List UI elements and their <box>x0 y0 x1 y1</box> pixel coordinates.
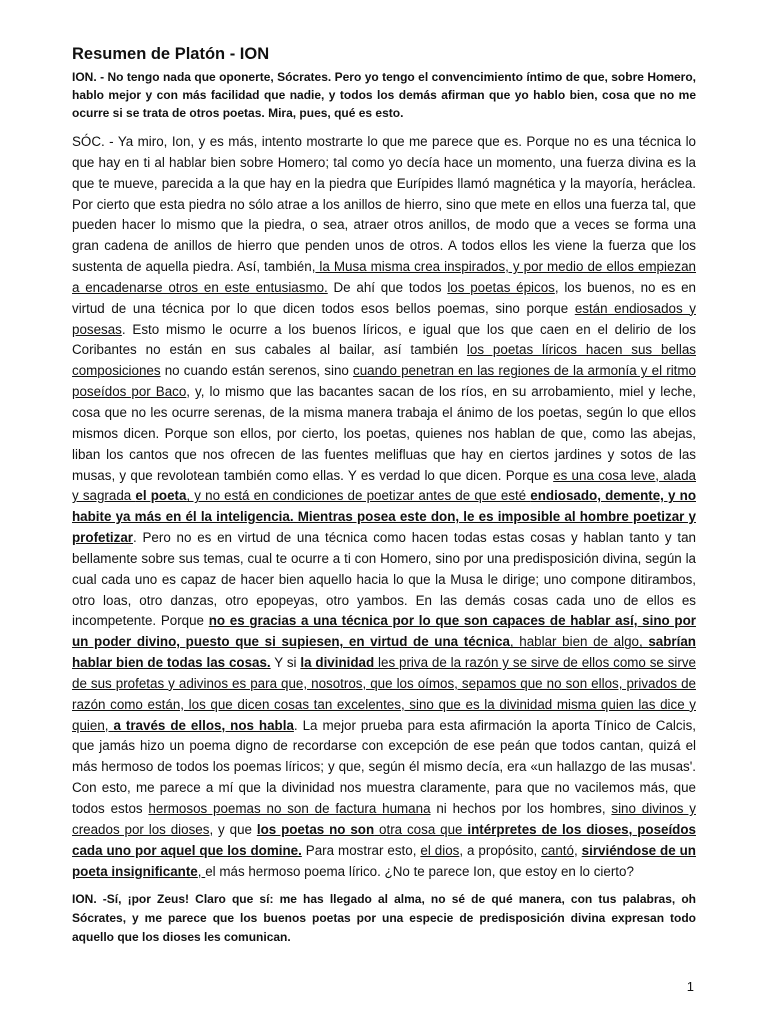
page-number: 1 <box>686 979 694 994</box>
text-run: Para mostrar esto, <box>301 842 421 858</box>
underlined-text-run: la Musa misma crea inspirados, y por medio de ellos empiezan a encadenarse otros en este entusiasmo. <box>72 259 697 295</box>
text-run: . La mejor prueba para esta afirmación la aporta Tínico de Calcis, que jamás hizo un poema digno de recordarse con excepción de ese peán que todos cantan, quizá el más hermoso de todos los poemas líricos; y que, según él mismo decía, era «un hallazgo de las musas'. Con esto, me parece a mí que la divinidad nos muestra claramente, para que no vacilemos más, que todos estos <box>72 717 696 816</box>
text-run: , a propósito, <box>459 842 542 858</box>
underlined-text-run: la divinidad <box>300 655 375 671</box>
text-run: . Pero no es en virtud de una técnica como hacen todas estas cosas y hablan tanto y tan bellamente sobre sus temas, cual te ocurre a ti con Homero, sino por una predisposición divina, según la cual cada uno es capaz de hacer bien aquello hacia lo que la Musa le dirige; uno compone ditirambos, otro loas, otro danzas, otro epopeyas, otro yambos. En las demás cosas cada uno de ellos es incompetente. Porque <box>72 530 696 629</box>
underlined-text-run: sino divinos y creados por los dioses <box>72 801 696 837</box>
underlined-text-run: los poetas líricos hacen sus bellas composiciones <box>72 342 697 379</box>
socrates-paragraph <box>72 132 696 882</box>
text-run: ni hechos por los hombres, <box>430 801 612 816</box>
underlined-text-run: los poetas no son <box>256 821 375 837</box>
text-run: , y, lo mismo que las bacantes sacan de los ríos, en su arrobamiento, miel y leche, cosa que no les ocurre serenas, de la misma manera trabaja el ánimo de los poetas, según lo que ellos mismos dicen. Porque son ellos, por cierto, los poetas, quienes nos hablan de que, como las abejas, liban los cantos que nos ofrecen de las fuentes melifluas que hay en ciertos jardines y sotos de las musas, y que revolotean también como ellas. Y es verdad lo que dicen. Porque <box>72 384 696 483</box>
underlined-text-run: endiosado, demente, y no habite ya más en él la inteligencia. Mientras posea este don, le es imposible al hombre poetizar y profetizar <box>72 488 696 546</box>
text-run: SÓC. - Ya miro, Ion, y es más, intento mostrarte lo que me parece que es. Porque no es una técnica lo que hay en ti al hablar bien sobre Homero; tal como yo decía hace un momento, una fuerza divina es la que te mueve, parecida a la que hay en la piedra que Eurípides llamó magnética y la mayoría, heráclea. Por cierto que esta piedra no sólo atrae a los anillos de hierro, sino que mete en ellos una fuerza tal, que pueden hacer lo mismo que la piedra, o sea, atraer otros anillos, de modo que a veces se forma una gran cadena de anillos de hierro que penden unos de otros. A todos ellos les viene la fuerza que los sustenta de aquella piedra. Así, también, <box>72 134 696 275</box>
underlined-text-run: es una cosa leve, alada y sagrada <box>72 467 696 504</box>
underlined-text-run: los poetas épicos <box>447 279 555 295</box>
text-run: , y que <box>209 821 257 837</box>
underlined-text-run: intérpretes de los dioses, poseídos cada uno por aquel que los domine. <box>72 821 696 858</box>
underlined-text-run: sirviéndose de un poeta insignificante <box>72 842 696 879</box>
text-run: no cuando están serenos, sino <box>160 363 353 379</box>
ion-reply-paragraph: ION. -Sí, ¡por Zeus! Claro que sí: me has llegado al alma, no sé de qué manera, con tus palabras, oh Sócrates, y me parece que los buenos poetas por una especie de predisposición divina expresan todo aquello que los dioses les comunican. <box>72 892 696 945</box>
text-run: Y si <box>270 655 301 671</box>
underlined-text-run: les priva de la razón y se sirve de ellos como se sirve de sus profetas y adivinos es para que, nosotros, que los oímos, sepamos que no son ellos, privados de razón como están, los que dicen cosas tan excelentes, sino que es la divinidad misma quien las dice y quien, <box>72 655 696 733</box>
underlined-text-run: cantó <box>541 842 574 858</box>
text-run: De ahí que todos <box>327 279 448 295</box>
underlined-text-run: a través de ellos, nos habla <box>113 717 294 733</box>
text-run: , <box>573 842 582 858</box>
text-run: , los buenos, no es en virtud de una técnica por lo que dicen todos esos bellos poemas, sino porque <box>72 279 696 316</box>
underlined-text-run: el poeta <box>135 488 187 504</box>
underlined-text-run: no es gracias a una técnica por lo que son capaces de hablar así, sino por un poder divino, puesto que si supiesen, en virtud de una técnica <box>72 613 696 650</box>
underlined-text-run: , <box>197 863 206 879</box>
text-run: el más hermoso poema lírico. ¿No te parece Ion, que estoy en lo cierto? <box>205 863 634 879</box>
document-title: Resumen de Platón - ION <box>72 45 270 63</box>
underlined-text-run: , hablar bien de algo, <box>509 634 649 650</box>
ion-intro-paragraph: ION. - No tengo nada que oponerte, Sócrates. Pero yo tengo el convencimiento íntimo de que, sobre Homero, hablo mejor y con más facilidad que nadie, y todos los demás afirman que yo hablo bien, cosa que no me ocurre si se trata de otros poetas. Mira, pues, qué es esto. <box>72 70 696 120</box>
underlined-text-run: sabrían hablar bien de todas las cosas. <box>72 634 696 671</box>
underlined-text-run: cuando penetran en las regiones de la armonía y el ritmo poseídos por Baco <box>72 363 696 400</box>
underlined-text-run: , y no está en condiciones de poetizar antes de que esté <box>186 488 531 504</box>
underlined-text-run: hermosos poemas no son de factura humana <box>148 801 431 816</box>
underlined-text-run: están endiosados y posesas <box>72 300 696 337</box>
underlined-text-run: el dios <box>420 842 460 858</box>
text-run: . Esto mismo le ocurre a los buenos líricos, e igual que los que caen en el delirio de los Coribantes no están en sus cabales al bailar, así también <box>72 321 696 358</box>
underlined-text-run: otra cosa que <box>374 821 468 837</box>
